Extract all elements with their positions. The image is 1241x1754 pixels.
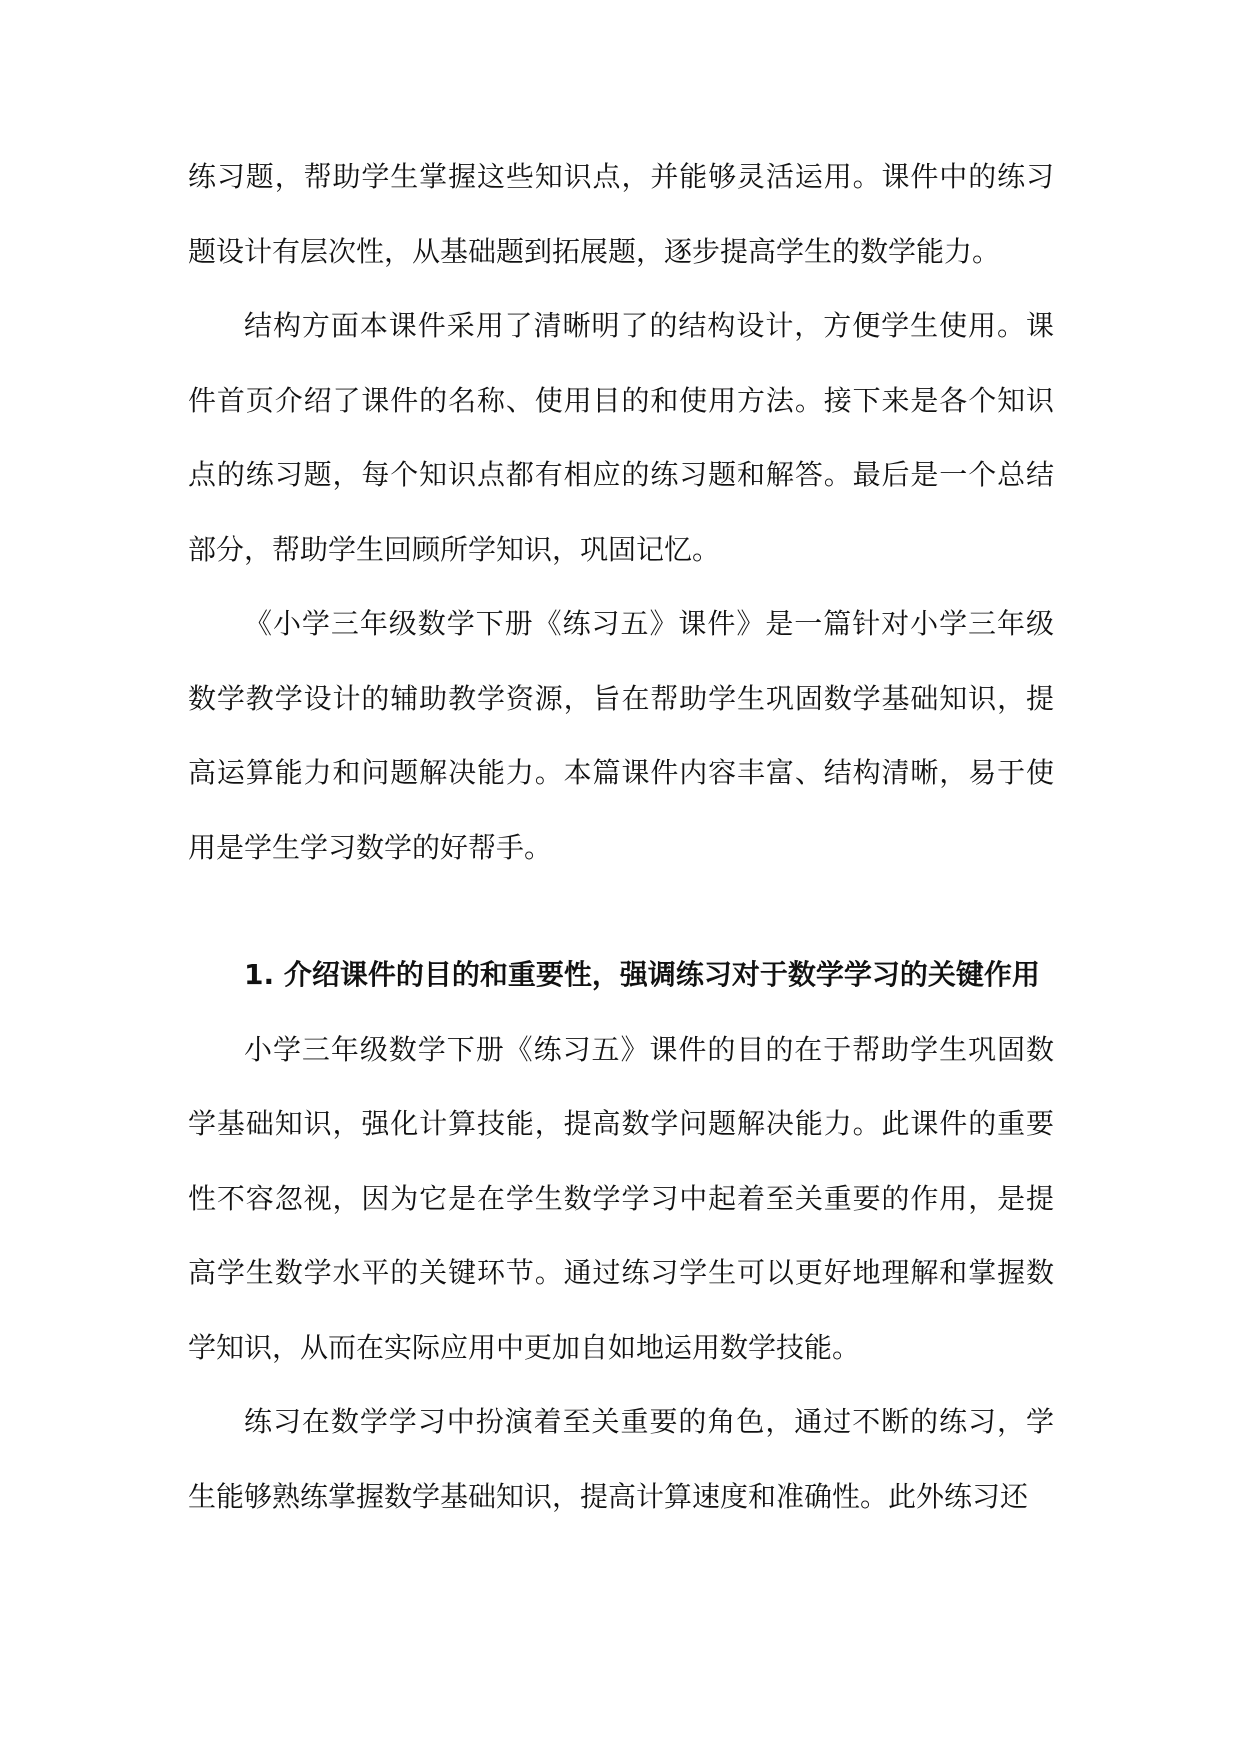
section-heading (188, 938, 1054, 1013)
paragraph-practice-role: 练习在数学学习中扮演着至关重要的角色，通过不断的练习，学生能够熟练掌握数学基础知识，提高计算速度和准确性。此外练习还 (188, 1405, 1054, 1513)
paragraph-summary: 《小学三年级数学下册《练习五》课件》是一篇针对小学三年级数学教学设计的辅助教学资源，旨在帮助学生巩固数学基础知识，提高运算能力和问题解决能力。本篇课件内容丰富、结构清晰，易于使用是学生学习数学的好帮手。 (188, 607, 1054, 864)
document-body (188, 140, 1054, 1534)
section-heading-number: 1. (244, 958, 275, 991)
section-heading-text: 介绍课件的目的和重要性，强调练习对于数学学习的关键作用 (283, 958, 1040, 991)
paragraph-structure: 结构方面本课件采用了清晰明了的结构设计，方便学生使用。课件首页介绍了课件的名称、使用目的和使用方法。接下来是各个知识点的练习题，每个知识点都有相应的练习题和解答。最后是一个总结部分，帮助学生回顾所学知识，巩固记忆。 (188, 309, 1054, 566)
paragraph-continuation: 练习题，帮助学生掌握这些知识点，并能够灵活运用。课件中的练习题设计有层次性，从基础题到拓展题，逐步提高学生的数学能力。 (188, 160, 1054, 268)
paragraph-purpose: 小学三年级数学下册《练习五》课件的目的在于帮助学生巩固数学基础知识，强化计算技能，提高数学问题解决能力。此课件的重要性不容忽视，因为它是在学生数学学习中起着至关重要的作用，是提高学生数学水平的关键环节。通过练习学生可以更好地理解和掌握数学知识，从而在实际应用中更加自如地运用数学技能。 (188, 1032, 1054, 1364)
